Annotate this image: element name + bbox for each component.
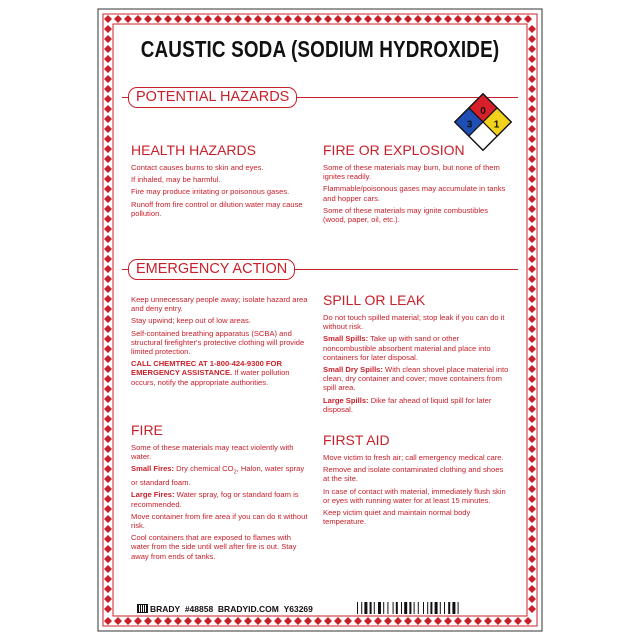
border-diamond [528, 95, 536, 103]
border-diamond [528, 175, 536, 183]
border-diamond [264, 15, 272, 23]
border-diamond [528, 425, 536, 433]
border-diamond [104, 435, 112, 443]
border-diamond [104, 617, 112, 625]
list-item: Cool containers that are exposed to flames with water from the side until well after fire is out. Stay away from ends of tanks. [131, 533, 297, 561]
border-diamond [134, 15, 142, 23]
border-diamond [104, 545, 112, 553]
border-diamond [104, 265, 112, 273]
border-diamond [528, 145, 536, 153]
border-diamond [104, 55, 112, 63]
border-diamond [104, 255, 112, 263]
list-item: Keep victim quiet and maintain normal body temperature. [323, 508, 471, 527]
border-diamond [528, 185, 536, 193]
border-diamond [104, 205, 112, 213]
border-diamond [528, 485, 536, 493]
border-diamond [324, 617, 332, 625]
border-diamond [104, 325, 112, 333]
border-diamond [204, 15, 212, 23]
border-diamond [104, 485, 112, 493]
list-item: Some of these materials may burn, but none of them ignites readily. [323, 163, 500, 182]
nfpa-health-value: 3 [466, 119, 473, 131]
first-aid-heading: FIRST AID [323, 432, 390, 448]
list-item: Small Dry Spills: With clean shovel place material into clean, dry container and cover; move containers from spill area. [323, 365, 509, 393]
list-item: Some of these materials may ignite combustibles (wood, paper, oil, etc.). [323, 205, 489, 225]
border-diamond [528, 205, 536, 213]
list-item: Self-contained breathing apparatus (SCBA) and structural firefighter's protective clothing will provide limited protection. [131, 328, 305, 357]
border-diamond [104, 395, 112, 403]
border-diamond [104, 225, 112, 233]
border-diamond [528, 375, 536, 383]
chemtrec-note [131, 359, 311, 387]
border-diamond [528, 265, 536, 273]
border-diamond [484, 617, 492, 625]
border-diamond [274, 617, 282, 625]
border-diamond [494, 617, 502, 625]
border-diamond [394, 617, 402, 625]
border-diamond [528, 165, 536, 173]
border-diamond [144, 617, 152, 625]
border-diamond [174, 617, 182, 625]
border-diamond [124, 617, 132, 625]
border-diamond [334, 617, 342, 625]
list-item: Runoff from fire control or dilution water may cause pollution. [131, 199, 303, 218]
border-diamond [528, 405, 536, 413]
border-diamond [104, 585, 112, 593]
list-item: Move victim to fresh air; call emergency medical care. [323, 453, 504, 462]
border-diamond [104, 445, 112, 453]
border-diamond [154, 617, 162, 625]
border-diamond [254, 617, 262, 625]
chemtrec-bold: CALL CHEMTREC AT 1-800-424-9300 FOR EMERGENCY ASSISTANCE. [131, 359, 282, 378]
border-diamond [324, 15, 332, 23]
border-diamond [104, 315, 112, 323]
fire-or-explosion-block [323, 142, 509, 227]
border-diamond [528, 415, 536, 423]
border-diamond [104, 305, 112, 313]
part-number: #48858 [184, 604, 214, 614]
border-diamond [528, 235, 536, 243]
border-diamond [344, 15, 352, 23]
border-diamond [104, 115, 112, 123]
border-diamond [104, 185, 112, 193]
border-diamond [184, 15, 192, 23]
border-diamond [104, 505, 112, 513]
border-diamond [104, 105, 112, 113]
border-diamond [184, 617, 192, 625]
border-diamond [514, 15, 522, 23]
border-diamond [104, 245, 112, 253]
border-diamond [528, 445, 536, 453]
border-diamond [424, 617, 432, 625]
border-diamond [194, 15, 202, 23]
border-diamond [134, 617, 142, 625]
border-diamond [528, 585, 536, 593]
list-item: Some of these materials may react violently with water. [131, 443, 294, 462]
list-item: Stay upwind; keep out of low areas. [131, 316, 251, 326]
border-diamond [524, 617, 532, 625]
border-diamond [284, 617, 292, 625]
border-diamond [528, 115, 536, 123]
list-item: Large Fires: Water spray, fog or standard foam is recommended. [131, 490, 299, 509]
border-diamond [528, 195, 536, 203]
border-diamond [484, 15, 492, 23]
border-diamond [528, 305, 536, 313]
border-diamond [104, 515, 112, 523]
list-item: Do not touch spilled material; stop leak if you can do it without risk. [323, 313, 505, 332]
border-diamond [528, 335, 536, 343]
border-diamond [244, 617, 252, 625]
border-diamond [104, 215, 112, 223]
border-diamond [104, 275, 112, 283]
brand-name: BRADY [150, 604, 181, 614]
border-diamond [114, 617, 122, 625]
border-diamond [104, 415, 112, 423]
border-diamond [514, 617, 522, 625]
border-diamond [434, 617, 442, 625]
border-diamond [528, 365, 536, 373]
border-diamond [528, 125, 536, 133]
border-diamond [374, 617, 382, 625]
border-diamond [528, 395, 536, 403]
border-diamond [528, 25, 536, 33]
border-diamond [528, 525, 536, 533]
border-diamond [528, 85, 536, 93]
health-hazards-heading: HEALTH HAZARDS [131, 142, 256, 158]
sign-title: CAUSTIC SODA (SODIUM HYDROXIDE) [140, 36, 500, 62]
border-diamond [224, 617, 232, 625]
border-diamond [414, 617, 422, 625]
border-diamond [104, 595, 112, 603]
border-diamond [104, 575, 112, 583]
border-diamond [494, 15, 502, 23]
border-diamond [104, 385, 112, 393]
border-diamond [528, 55, 536, 63]
border-diamond [474, 617, 482, 625]
nfpa-reactivity-value: 1 [493, 119, 500, 131]
list-item: Flammable/poisonous gases may accumulate in tanks and hopper cars. [323, 184, 506, 203]
border-diamond [224, 15, 232, 23]
list-item: In case of contact with material, immediately flush skin or eyes with running water for at least 15 minutes. [323, 486, 506, 505]
border-diamond [528, 505, 536, 513]
chemtrec-rest: If water pollution occurs, notify the appropriate authorities. [131, 368, 290, 387]
border-diamond [444, 617, 452, 625]
border-diamond [104, 135, 112, 143]
border-diamond [528, 255, 536, 263]
safety-sign [97, 8, 543, 632]
border-diamond [104, 365, 112, 373]
border-diamond [528, 45, 536, 53]
emergency-general-block [131, 295, 311, 390]
border-diamond [454, 15, 462, 23]
border-diamond [104, 535, 112, 543]
border-diamond [264, 617, 272, 625]
border-diamond [104, 355, 112, 363]
border-diamond [464, 15, 472, 23]
fire-or-explosion-heading: FIRE OR EXPLOSION [323, 142, 465, 158]
border-diamond [104, 605, 112, 613]
border-diamond [234, 15, 242, 23]
border-diamond [194, 617, 202, 625]
border-diamond [214, 15, 222, 23]
border-diamond [384, 617, 392, 625]
border-diamond [104, 195, 112, 203]
health-hazards-block [131, 142, 311, 221]
border-diamond [104, 475, 112, 483]
border-diamond [528, 325, 536, 333]
border-diamond [404, 617, 412, 625]
border-diamond [528, 345, 536, 353]
border-diamond [528, 105, 536, 113]
border-diamond [104, 155, 112, 163]
border-diamond [528, 155, 536, 163]
border-diamond [104, 495, 112, 503]
border-diamond [254, 15, 262, 23]
border-diamond [524, 15, 532, 23]
border-diamond [274, 15, 282, 23]
border-diamond [528, 295, 536, 303]
list-item: Small Fires: Dry chemical $CO_2$, Halon, water spray or standard foam. [131, 464, 305, 488]
border-diamond [284, 15, 292, 23]
border-diamond [104, 65, 112, 73]
border-diamond [354, 617, 362, 625]
border-diamond [144, 15, 152, 23]
border-diamond [528, 285, 536, 293]
border-diamond [528, 215, 536, 223]
spill-or-leak-heading: SPILL OR LEAK [323, 292, 426, 308]
border-diamond [528, 595, 536, 603]
border-diamond [344, 617, 352, 625]
border-diamond [214, 617, 222, 625]
border-diamond [104, 175, 112, 183]
border-diamond [304, 15, 312, 23]
border-diamond [334, 15, 342, 23]
border-diamond [404, 15, 412, 23]
border-diamond [528, 495, 536, 503]
border-diamond [528, 605, 536, 613]
border-diamond [528, 515, 536, 523]
fire-heading: FIRE [131, 422, 163, 438]
border-diamond [528, 35, 536, 43]
border-diamond [528, 65, 536, 73]
border-diamond [104, 455, 112, 463]
border-diamond [294, 617, 302, 625]
section-label-emergency-action: EMERGENCY ACTION [128, 259, 295, 280]
border-diamond [374, 15, 382, 23]
border-diamond [504, 617, 512, 625]
border-diamond [104, 165, 112, 173]
border-diamond [528, 135, 536, 143]
border-diamond [444, 15, 452, 23]
border-diamond [504, 15, 512, 23]
border-diamond [528, 225, 536, 233]
sign-footer [137, 604, 313, 614]
nfpa-flammability-value: 0 [480, 106, 486, 117]
border-diamond [528, 245, 536, 253]
border-diamond [104, 335, 112, 343]
list-item: Remove and isolate contaminated clothing and shoes at the site. [323, 465, 504, 484]
border-diamond [244, 15, 252, 23]
border-diamond [528, 535, 536, 543]
border-diamond [104, 85, 112, 93]
list-item: Keep unnecessary people away; isolate hazard area and deny entry. [131, 295, 308, 314]
first-aid-block [323, 432, 509, 529]
border-diamond [104, 405, 112, 413]
section-label-potential-hazards: POTENTIAL HAZARDS [128, 87, 297, 108]
list-item: Large Spills: Dike far ahead of liquid spill for later disposal. [323, 395, 492, 414]
list-item: Fire may produce irritating or poisonous gases. [131, 187, 290, 197]
border-diamond [454, 617, 462, 625]
border-diamond [528, 385, 536, 393]
border-diamond [104, 425, 112, 433]
border-diamond [204, 617, 212, 625]
border-diamond [104, 125, 112, 133]
border-diamond [104, 345, 112, 353]
border-diamond [104, 465, 112, 473]
border-diamond [104, 375, 112, 383]
list-item: Move container from fire area if you can do it without risk. [131, 511, 308, 530]
border-diamond [314, 617, 322, 625]
border-diamond [434, 15, 442, 23]
border-diamond [414, 15, 422, 23]
list-item: If inhaled, may be harmful. [131, 175, 221, 185]
border-diamond [294, 15, 302, 23]
border-diamond [474, 15, 482, 23]
border-diamond [234, 617, 242, 625]
border-diamond [104, 25, 112, 33]
border-diamond [174, 15, 182, 23]
border-diamond [104, 555, 112, 563]
border-diamond [104, 285, 112, 293]
list-item: Small Spills: Take up with sand or other noncombustible absorbent material and place into containers for later disposal. [323, 334, 491, 362]
border-diamond [104, 565, 112, 573]
border-diamond [528, 575, 536, 583]
border-diamond [528, 315, 536, 323]
border-diamond [528, 275, 536, 283]
border-diamond [528, 545, 536, 553]
border-diamond [104, 145, 112, 153]
border-diamond [104, 35, 112, 43]
border-diamond [154, 15, 162, 23]
border-diamond [528, 555, 536, 563]
border-diamond [528, 75, 536, 83]
border-diamond [364, 617, 372, 625]
border-diamond [104, 45, 112, 53]
border-diamond [314, 15, 322, 23]
border-diamond [164, 617, 172, 625]
fire-block [131, 422, 311, 564]
border-diamond [528, 565, 536, 573]
border-diamond [104, 75, 112, 83]
border-diamond [394, 15, 402, 23]
border-diamond [104, 95, 112, 103]
list-item: Contact causes burns to skin and eyes. [131, 163, 264, 172]
spill-or-leak-block [323, 292, 509, 417]
product-code: Y63269 [283, 604, 313, 614]
border-diamond [114, 15, 122, 23]
border-diamond [528, 475, 536, 483]
border-diamond [528, 435, 536, 443]
border-diamond [104, 235, 112, 243]
border-diamond [464, 617, 472, 625]
border-diamond [424, 15, 432, 23]
border-diamond [384, 15, 392, 23]
border-diamond [528, 465, 536, 473]
brady-logo-icon [137, 604, 148, 613]
border-diamond [528, 455, 536, 463]
border-diamond [104, 295, 112, 303]
website: BRADYID.COM [217, 604, 279, 614]
border-diamond [104, 15, 112, 23]
border-diamond [104, 525, 112, 533]
border-diamond [354, 15, 362, 23]
barcode-icon [357, 602, 505, 614]
border-diamond [528, 355, 536, 363]
border-diamond [364, 15, 372, 23]
border-diamond [304, 617, 312, 625]
border-diamond [164, 15, 172, 23]
border-diamond [124, 15, 132, 23]
